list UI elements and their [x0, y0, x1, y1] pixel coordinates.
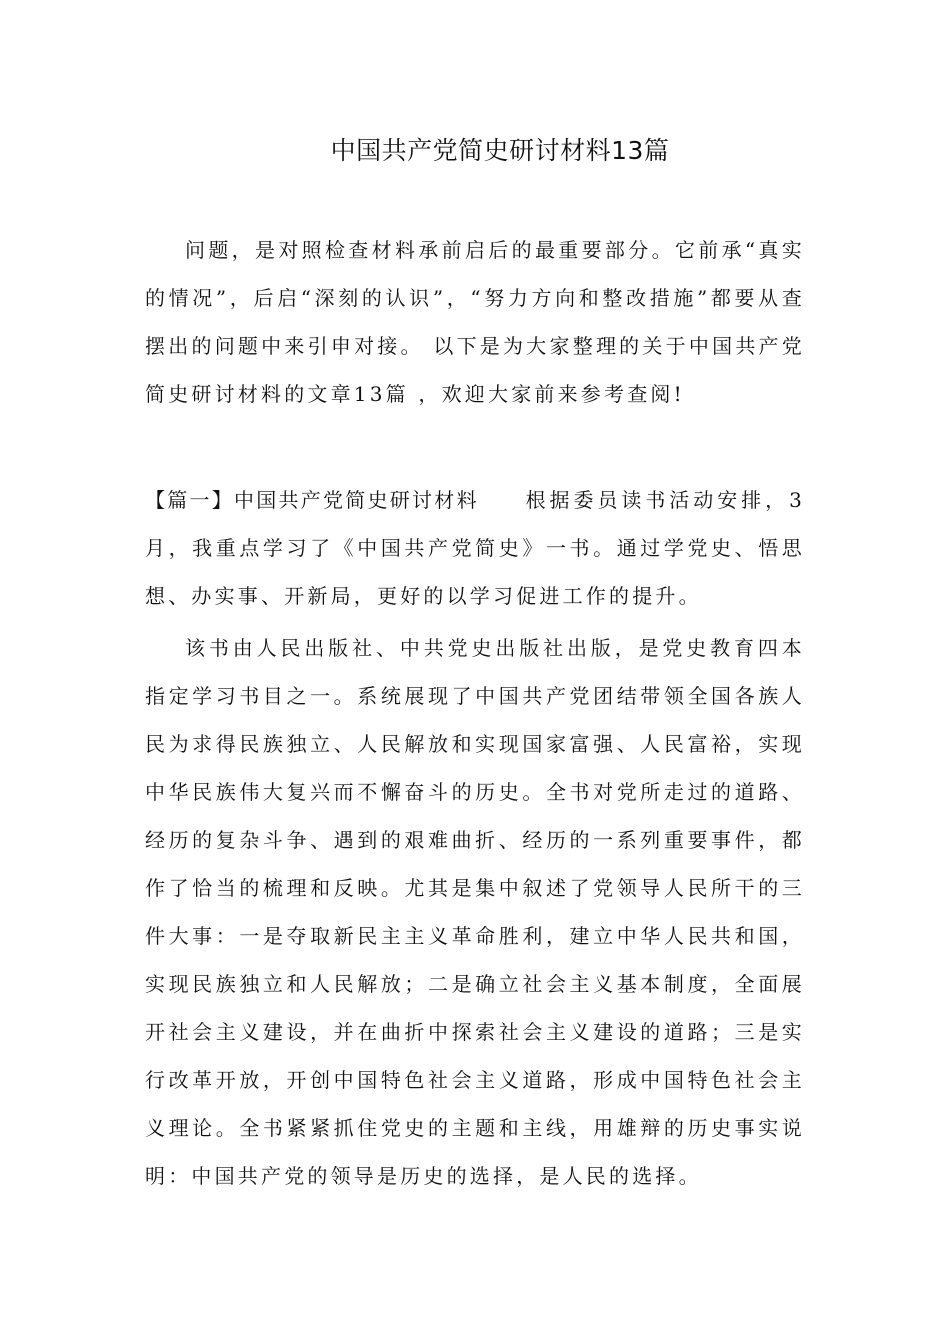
- intro-paragraph: 问题，是对照检查材料承前启后的最重要部分。它前承“真实的情况”，后启“深刻的认识”，“努力方向和整改措施”都要从查摆出的问题中来引申对接。 以下是为大家整理的关于中国共产党简史研讨材料的文章13篇 ，欢迎大家前来参考查阅!: [145, 238, 805, 406]
- section-1-heading: 【篇一】中国共产党简史研讨材料: [145, 488, 479, 512]
- section-1-paragraph-1: 根据委员读书活动安排，3月，我重点学习了《中国共产党简史》一书。通过学党史、悟思想、办实事、开新局，更好的以学习促进工作的提升。: [145, 488, 806, 608]
- document-title: 中国共产党简史研讨材料13篇: [330, 136, 670, 165]
- section-1-first-paragraph: [145, 476, 805, 620]
- section-1-paragraph-2: 该书由人民出版社、中共党史出版社出版，是党史教育四本指定学习书目之一。系统展现了中国共产党团结带领全国各族人民为求得民族独立、人民解放和实现国家富强、人民富裕，实现中华民族伟大复兴而不懈奋斗的历史。全书对党所走过的道路、经历的复杂斗争、遇到的艰难曲折、经历的一系列重要事件，都作了恰当的梳理和反映。尤其是集中叙述了党领导人民所干的三件大事：一是夺取新民主主义革命胜利，建立中华人民共和国，实现民族独立和人民解放；二是确立社会主义基本制度，全面展开社会主义建设，并在曲折中探索社会主义建设的道路；三是实行改革开放，开创中国特色社会主义道路，形成中国特色社会主义理论。全书紧紧抓住党史的主题和主线，用雄辩的历史事实说明：中国共产党的领导是历史的选择，是人民的选择。: [145, 636, 805, 1188]
